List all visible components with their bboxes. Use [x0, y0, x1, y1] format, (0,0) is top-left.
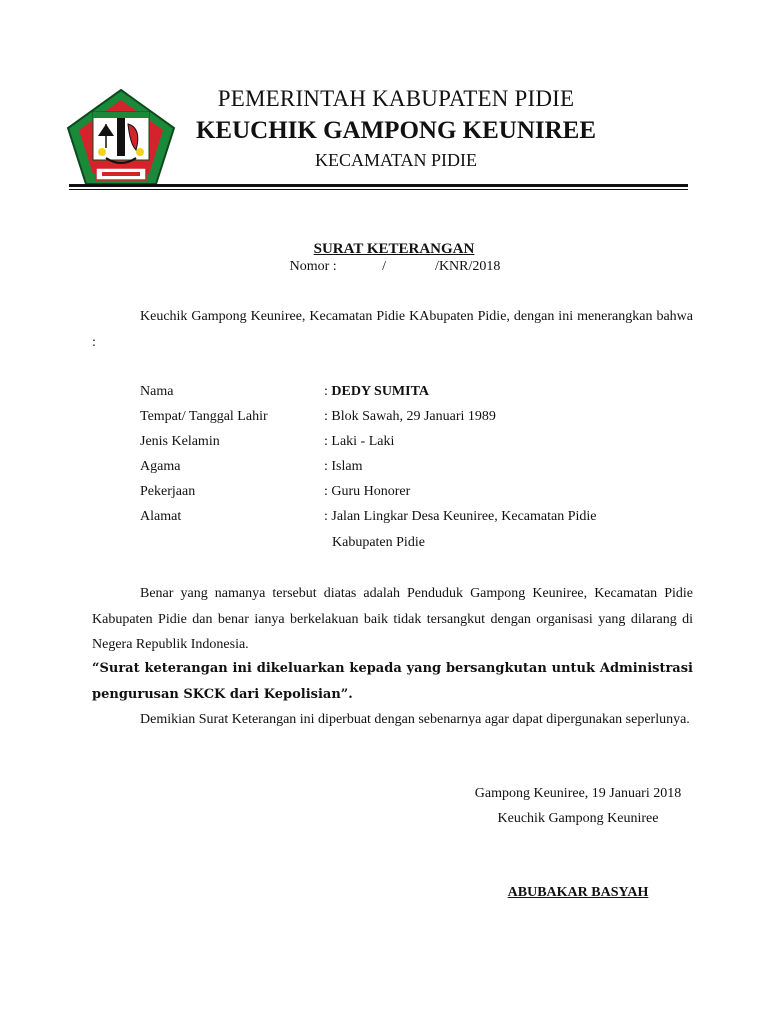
letterhead-divider-thin	[69, 189, 688, 190]
field-value: : DEDY SUMITA	[324, 384, 430, 399]
field-label: Agama	[140, 459, 181, 474]
person-name: DEDY SUMITA	[331, 384, 430, 399]
intro-paragraph: Keuchik Gampong Keuniree, Kecamatan Pidie KAbupaten Pidie, dengan ini menerangkan bahwa :	[92, 309, 693, 350]
field-label: Nama	[140, 384, 174, 399]
field-value: : Guru Honorer	[324, 484, 411, 499]
purpose-statement: “Surat keterangan ini dikeluarkan kepada yang bersangkutan untuk Administrasi pengurusan SKCK dari Kepolisian”.	[92, 661, 693, 702]
pidie-emblem-logo	[66, 88, 176, 186]
letterhead-office: KEUCHIK GAMPONG KEUNIREE	[195, 117, 597, 144]
field-label: Jenis Kelamin	[140, 434, 220, 449]
signature-place-date: Gampong Keuniree, 19 Januari 2018	[474, 786, 682, 801]
address-continuation: Kabupaten Pidie	[332, 535, 425, 550]
letterhead-district: KECAMATAN PIDIE	[314, 150, 478, 170]
letter-title-text: SURAT KETERANGAN	[313, 241, 475, 257]
field-label: Tempat/ Tanggal Lahir	[140, 409, 268, 424]
field-value: : Laki - Laki	[324, 434, 395, 449]
signature-position: Keuchik Gampong Keuniree	[497, 811, 659, 826]
field-label: Pekerjaan	[140, 484, 196, 499]
field-value: : Blok Sawah, 29 Januari 1989	[324, 409, 496, 424]
body-paragraph: Benar yang namanya tersebut diatas adalah Penduduk Gampong Keuniree, Kecamatan Pidie Kabupaten Pidie dan benar ianya berkelakuan baik tidak tersangkut dengan organisasi yang dilarang di Negera Republik Indonesia.	[92, 586, 693, 652]
field-value: : Jalan Lingkar Desa Keuniree, Kecamatan Pidie	[324, 509, 597, 524]
closing-paragraph: Demikian Surat Keterangan ini diperbuat dengan sebenarnya agar dapat dipergunakan seperlunya.	[140, 712, 690, 727]
field-label: Alamat	[140, 509, 182, 524]
field-value: : Islam	[324, 459, 363, 474]
letter-number: Nomor : / /KNR/2018	[289, 259, 501, 274]
letterhead-divider-thick	[69, 184, 688, 187]
letterhead-government: PEMERINTAH KABUPATEN PIDIE	[217, 86, 575, 111]
letter-title	[0, 241, 768, 258]
signatory-name: ABUBAKAR BASYAH	[507, 885, 649, 900]
